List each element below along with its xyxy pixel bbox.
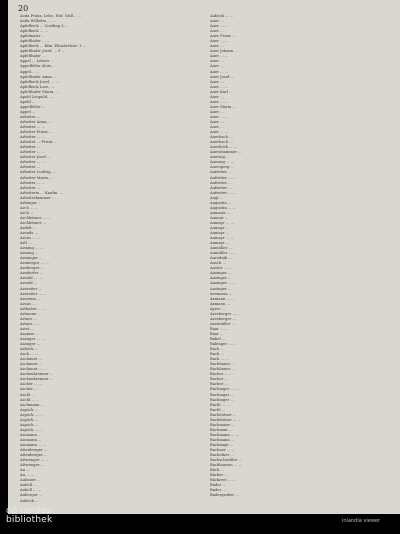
directory-entry: Auzinger ... xyxy=(210,276,232,281)
directory-entry: Ayrer ... xyxy=(210,306,225,311)
directory-entry: Auer ... ... xyxy=(210,69,229,74)
directory-entry: Asanger ... ... xyxy=(20,337,45,341)
directory-entry: Arming ... xyxy=(20,251,39,256)
directory-entry: Babel ... xyxy=(210,337,226,341)
directory-entry: Bacher ... xyxy=(210,377,228,382)
directory-entry: Auerbach ... xyxy=(210,135,233,140)
directory-entry: Arbeiter Ludwig, ... xyxy=(20,170,57,175)
directory-entry: Artner ... ... xyxy=(20,321,42,326)
directory-entry: Auer ... ... xyxy=(210,24,229,29)
directory-entry: Arnstein ... xyxy=(20,296,41,301)
directory-entry: Apold Leopold, ... xyxy=(20,94,53,99)
directory-entry: Apold ... xyxy=(20,99,36,104)
directory-entry: Arnberger ... xyxy=(20,266,45,271)
directory-entry: Auer Maria ... xyxy=(210,104,236,109)
right-column xyxy=(210,14,398,499)
directory-entry: Aubell ... xyxy=(20,483,37,488)
directory-entry: Appelfeller Alois, ... xyxy=(20,64,57,69)
directory-entry: Augustin ... xyxy=(210,200,232,205)
directory-entry: Arnold ... xyxy=(20,281,38,286)
directory-entry: Aufreiter ... xyxy=(210,170,232,175)
directory-entry: Bachschweller ... xyxy=(210,458,243,463)
directory-entry: Arbeiter ... xyxy=(20,114,41,119)
directory-entry: Aoda Wilhelm, ... ... xyxy=(20,19,57,24)
directory-entry: Arbeiter ... ... xyxy=(20,135,45,140)
directory-entry: Auzinger ... xyxy=(210,271,232,276)
left-column xyxy=(20,14,208,504)
directory-entry: Appel... ... xyxy=(20,69,39,74)
directory-entry: Auer ... xyxy=(210,64,224,69)
directory-entry: Auer ... ... xyxy=(210,114,229,119)
viewer-label: inlandia viewer xyxy=(342,518,381,524)
directory-entry: Auer ... xyxy=(210,44,224,49)
directory-entry: Auer ... xyxy=(210,119,224,124)
directory-entry: Aoda Franz, Lehr., Hof, Grill... ... xyxy=(20,14,82,18)
directory-entry: Attenberger ... xyxy=(20,448,48,453)
directory-entry: Aschl ... ... xyxy=(20,397,40,402)
directory-entry: Auberger ... xyxy=(20,493,43,498)
directory-entry: Arthaber ... ... xyxy=(20,306,47,311)
directory-entry: Aschl ... xyxy=(20,392,35,397)
directory-entry: Auer Karl ... xyxy=(210,89,233,94)
directory-entry: Auer Josef ... xyxy=(210,74,234,79)
directory-entry: Bäck ... xyxy=(210,468,224,473)
directory-entry: Bach ... ... xyxy=(210,357,229,362)
directory-entry: Apfelthaler ... ... xyxy=(20,39,51,44)
directory-entry: Aurednik ... xyxy=(210,256,232,261)
directory-entry: Artner ... xyxy=(20,316,37,321)
directory-entry: Bachmayr ... xyxy=(210,442,234,447)
directory-entry: Arbeiterkammer ... xyxy=(20,195,56,200)
directory-entry: Aumayr ... xyxy=(210,231,230,236)
directory-entry: Augustin ... ... xyxy=(210,205,237,210)
directory-entry: Arming ... ... xyxy=(20,246,44,251)
directory-entry: Aumayr ... xyxy=(210,225,230,230)
scanned-page xyxy=(8,0,400,514)
directory-entry: Arbeiter ... ... xyxy=(20,160,45,165)
logo-line-1: oö landes xyxy=(6,506,52,516)
directory-entry: Bader ... xyxy=(210,488,226,493)
directory-entry: Artzt ... xyxy=(20,326,35,331)
directory-entry: Bacher ... ... xyxy=(210,372,233,377)
directory-entry: Arbeiter ... ... xyxy=(20,180,45,185)
directory-entry: Auer ... xyxy=(210,19,224,24)
directory-entry: Bachleitner ... ... xyxy=(210,417,242,422)
directory-entry: Ardelt ... xyxy=(20,225,37,230)
directory-entry: Arbeiter ... ... xyxy=(20,125,45,130)
directory-entry: Bachbauer ... xyxy=(210,362,235,367)
directory-entry: Aspöck ... ... xyxy=(20,427,43,432)
directory-entry: Bachl ... xyxy=(210,407,226,412)
directory-entry: Auer ... xyxy=(210,59,224,64)
directory-entry: Aumüller ... ... xyxy=(210,251,237,256)
directory-entry: Bachner ... ... xyxy=(210,448,236,453)
directory-entry: Aufreiter ... xyxy=(210,180,232,185)
directory-entry: Auer Franz ... xyxy=(210,34,236,39)
directory-entry: Appelfeller ... xyxy=(20,104,46,109)
directory-entry: Auer ... xyxy=(210,109,224,114)
directory-entry: Bäckerei ... ... xyxy=(210,478,236,483)
directory-entry: Axmann ... ... xyxy=(210,296,235,301)
directory-entry: Azetmüller ... xyxy=(210,321,236,326)
directory-entry: Ascher ... ... xyxy=(20,382,43,387)
logo-line-2: bibliothek xyxy=(6,515,53,525)
directory-entry: Appel ... Lehrer ... xyxy=(20,59,55,64)
directory-entry: Auer ... ... xyxy=(210,130,229,135)
directory-entry: Arminger ... xyxy=(20,256,43,261)
directory-entry: Arch ... ... xyxy=(20,205,39,210)
directory-entry: Auzinger ... xyxy=(210,286,232,291)
directory-entry: Apfelthaler Josef, ... 9 ... xyxy=(20,49,66,54)
directory-entry: Arens ... ... xyxy=(20,236,41,241)
directory-entry: Aubauer ... xyxy=(20,478,41,483)
directory-entry: Bachmair ... xyxy=(210,427,233,432)
directory-entry: Ascher ... xyxy=(20,387,38,392)
directory-entry: Asanger ... xyxy=(20,342,41,347)
directory-entry: Aufreiter ... ... xyxy=(210,175,237,180)
directory-entry: Apfelmaier ... xyxy=(20,34,46,39)
directory-entry: Arbeiter ... xyxy=(20,165,41,170)
directory-entry: Bachmaier ... xyxy=(210,422,235,427)
directory-entry: Auer Johann ... xyxy=(210,49,238,54)
directory-entry: Archleitner ... ... xyxy=(20,215,51,220)
directory-entry: Bachleitner ... xyxy=(210,412,237,417)
directory-entry: Assmann ... xyxy=(20,437,42,442)
directory-entry: Bachinger ... ... xyxy=(210,387,239,392)
directory-entry: Augl ... xyxy=(210,195,224,200)
directory-entry: Auer ... xyxy=(210,29,224,34)
directory-entry: Auer ... xyxy=(210,94,224,99)
directory-entry: Arbeiter ... xyxy=(20,185,41,190)
directory-entry: Aumayr ... xyxy=(210,241,230,246)
directory-entry: Axmann ... xyxy=(210,301,230,306)
directory-entry: Arbeiter ... xyxy=(20,145,41,150)
directory-entry: Aubell ... ... xyxy=(20,488,42,493)
directory-entry: Asamer ... xyxy=(20,331,39,336)
directory-entry: Appel ... xyxy=(20,109,36,114)
directory-entry: Arch ... xyxy=(20,210,34,215)
directory-entry: Babinger ... ... xyxy=(210,342,237,347)
library-logo xyxy=(6,507,52,525)
directory-entry: Auböck ... xyxy=(20,498,39,503)
directory-entry: Aschenbrenner ... xyxy=(20,377,54,382)
directory-entry: Aumaier ... xyxy=(210,210,231,215)
directory-entry: Au ... xyxy=(20,468,30,473)
directory-entry: Arbeiter ... ... xyxy=(20,150,45,155)
directory-entry: Arbeiterin ... Kaufm. ... xyxy=(20,190,64,195)
directory-entry: Bachofner ... xyxy=(210,453,234,458)
directory-entry: Auer ... ... xyxy=(210,39,229,44)
directory-entry: Aspöck ... xyxy=(20,422,39,427)
directory-entry: Arnreiter ... ... xyxy=(20,291,47,296)
directory-entry: Auer ... ... xyxy=(210,84,229,89)
directory-entry: Bach ... xyxy=(210,352,225,357)
footer-bar xyxy=(0,514,400,534)
directory-entry: Bachbauer ... xyxy=(210,367,235,372)
directory-entry: Arbeiter ... Privat ... xyxy=(20,140,58,145)
directory-entry: Auerbach ... xyxy=(210,140,233,145)
directory-entry: Archleitner ... xyxy=(20,220,46,225)
directory-entry: Auster ... ... xyxy=(210,266,232,271)
directory-entry: Aumüller ... xyxy=(210,246,232,251)
directory-entry: Arnold ... ... xyxy=(20,276,42,281)
directory-entry: Auzinger ... ... xyxy=(210,281,237,286)
directory-entry: Bachl ... ... xyxy=(210,402,230,407)
directory-entry: Apfelthaler Anna ... xyxy=(20,74,57,79)
directory-entry: Arbeiter Anna, ... xyxy=(20,119,53,124)
directory-entry: Arnreiter ... xyxy=(20,286,43,291)
directory-entry: Aspöck ... ... xyxy=(20,412,43,417)
directory-entry: Bachmann ... ... xyxy=(210,432,240,437)
directory-entry: Baar ... ... xyxy=(210,326,229,331)
directory-entry: Bacher ... xyxy=(210,382,228,387)
directory-entry: Apfelbeck ... Kfm. Elisabethstr. 1 ... xyxy=(20,44,87,49)
directory-entry: Auböck ... ... xyxy=(210,14,234,18)
directory-entry: Arbeiter Franz, ... xyxy=(20,130,54,135)
directory-entry: Bachinger ... xyxy=(210,397,234,402)
directory-entry: Aumayr ... ... xyxy=(210,236,234,241)
directory-entry: Auer ... ... xyxy=(210,99,229,104)
directory-entry: Apfelbeck Lore, ... xyxy=(20,84,55,89)
directory-entry: Azesberger ... ... xyxy=(210,311,241,316)
directory-entry: Apfelbeck ... Gostling 3, ... xyxy=(20,24,70,29)
directory-entry: Arbeiter Josef ... xyxy=(20,155,51,160)
directory-entry: Arndorfer ... xyxy=(20,271,44,276)
directory-entry: Apfelthaler Maria, ... xyxy=(20,89,60,94)
directory-entry: Aspöck ... xyxy=(20,417,39,422)
directory-entry: Apfelbeck ... ... xyxy=(20,29,48,34)
directory-entry: Arbeiter Maria, ... xyxy=(20,175,54,180)
directory-entry: Baar ... xyxy=(210,331,224,336)
directory-entry: Aschauer ... xyxy=(20,357,43,362)
directory-entry: Azesberger ... xyxy=(210,316,236,321)
directory-entry: Auernig ... ... xyxy=(210,160,235,165)
directory-entry: Arends ... xyxy=(20,231,38,236)
directory-entry: Arbinger ... xyxy=(20,200,42,205)
directory-entry: Asch ... ... xyxy=(20,352,39,357)
directory-entry: Arnberger ... ... xyxy=(20,261,49,266)
directory-entry: Attwenger ... ... xyxy=(20,458,49,463)
directory-entry: Badergruber ... xyxy=(210,493,239,498)
directory-entry: Aumayr ... ... xyxy=(210,220,234,225)
directory-entry: Backhausen ... ... xyxy=(210,463,242,468)
directory-entry: Aschmann ... xyxy=(20,402,45,407)
directory-entry: Arnus ... xyxy=(20,301,36,306)
directory-entry: Bader ... xyxy=(210,483,226,488)
directory-entry: Apfelthaler ... xyxy=(20,54,46,59)
directory-entry: Auersperg ... xyxy=(210,165,235,170)
directory-entry: Artmann ... xyxy=(20,311,42,316)
directory-entry: Auer ... xyxy=(210,125,224,130)
directory-entry: Auer ... xyxy=(210,79,224,84)
directory-entry: Asböck ... xyxy=(20,347,39,352)
directory-entry: Aufreiter ... ... xyxy=(210,190,237,195)
directory-entry: Attenberger ... xyxy=(20,453,48,458)
directory-entry: Auer ... ... xyxy=(210,54,229,59)
directory-entry: Bäcker ... xyxy=(210,473,228,478)
directory-entry: Aschauer ... xyxy=(20,362,43,367)
directory-entry: Aumair ... xyxy=(210,215,229,220)
directory-entry: Aspöck ... xyxy=(20,407,39,412)
directory-entry: Assmann ... ... xyxy=(20,442,47,447)
directory-entry: Bachinger ... xyxy=(210,392,234,397)
directory-entry: Bachmann ... xyxy=(210,437,235,442)
directory-entry: Arlt ... xyxy=(20,241,32,246)
directory-entry: Aufreiter ... xyxy=(210,185,232,190)
directory-entry: Aschauer ... ... xyxy=(20,367,47,372)
directory-entry: Assmann ... xyxy=(20,432,42,437)
directory-entry: Auernig ... xyxy=(210,155,230,160)
directory-entry: Auernhammer ... xyxy=(210,150,242,155)
directory-entry: Au ... ... xyxy=(20,473,35,478)
directory-entry: Bach ... xyxy=(210,347,225,352)
directory-entry: Apfelbeck Josef, ... ... xyxy=(20,79,60,84)
directory-entry: Attwenger ... xyxy=(20,463,45,468)
directory-entry: Avemaria ... xyxy=(210,291,233,296)
directory-entry: Aschenbrenner ... xyxy=(20,372,54,377)
directory-entry: Ausch ... xyxy=(210,261,227,266)
directory-entry: Auerböck ... ... xyxy=(210,145,238,150)
page-number: 20 xyxy=(18,4,29,13)
